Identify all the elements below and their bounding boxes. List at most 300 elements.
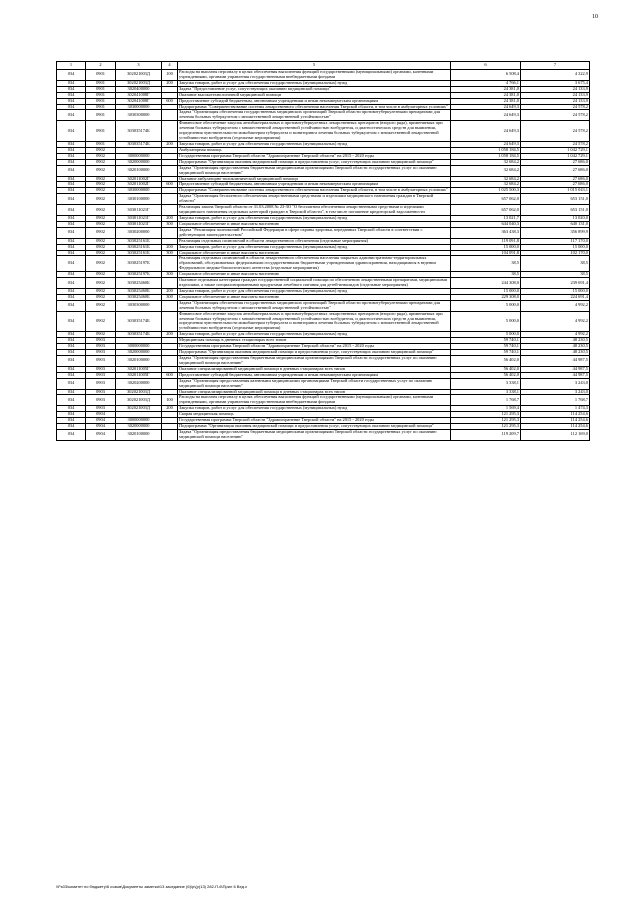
- name-cell: Задача "Организация предоставления бюджетными медицинскими организациями Тверской области государственных услуг по оказанию медицинской помощи населению": [178, 165, 451, 176]
- table-row: [57, 418, 590, 424]
- name-cell: Государственная программа Тверской области "Здравоохранение Тверской области" на 2015 - 2020 годы: [178, 153, 451, 159]
- name-cell: Государственная программа Тверской области "Здравоохранение Тверской области" на 2015 - 2020 годы: [178, 344, 451, 350]
- section-code-cell: 0903: [86, 366, 116, 372]
- amount-planned-cell: 56 402,0: [451, 366, 521, 372]
- amount-actual-cell: 3 675,4: [521, 80, 590, 86]
- table-row: [57, 430, 590, 441]
- section-code-cell: 0902: [86, 227, 116, 238]
- name-cell: Подпрограмма "Организация оказания медицинской помощи и предоставления услуг, сопутствующих оказанию медицинской помощи": [178, 159, 451, 165]
- target-article-cell: 3020200000: [116, 378, 162, 389]
- name-cell: Медицинская помощь в дневных стационарах всех типов: [178, 338, 451, 344]
- amount-actual-cell: 38,5: [521, 256, 590, 272]
- admin-code-cell: 034: [57, 412, 86, 418]
- table-row: [57, 288, 590, 294]
- target-article-cell: 303035174Б: [116, 332, 162, 338]
- amount-actual-cell: 640 131,0: [521, 221, 590, 227]
- amount-planned-cell: 38,5: [451, 256, 521, 272]
- expense-type-cell: [162, 300, 178, 311]
- target-article-cell: 302041008Г: [116, 98, 162, 104]
- table-row: [57, 256, 590, 272]
- table-row: [57, 153, 590, 159]
- target-article-cell: 302041008Г: [116, 92, 162, 98]
- target-article-cell: 3000000000: [116, 153, 162, 159]
- admin-code-cell: 034: [57, 92, 86, 98]
- section-code-cell: 0902: [86, 188, 116, 194]
- amount-actual-cell: 1 768,7: [521, 395, 590, 406]
- target-article-cell: 303011021Г: [116, 215, 162, 221]
- section-code-cell: 0902: [86, 288, 116, 294]
- amount-actual-cell: 38,5: [521, 272, 590, 278]
- amount-actual-cell: 224 691,4: [521, 294, 590, 300]
- amount-actual-cell: 3 243,0: [521, 378, 590, 389]
- section-code-cell: 0903: [86, 356, 116, 367]
- budget-table: [56, 61, 590, 441]
- admin-code-cell: 034: [57, 338, 86, 344]
- expense-type-cell: [162, 278, 178, 289]
- admin-code-cell: 034: [57, 221, 86, 227]
- amount-actual-cell: 44 987,5: [521, 356, 590, 367]
- target-article-cell: 302011005Г: [116, 372, 162, 378]
- target-article-cell: 303025460Б: [116, 294, 162, 300]
- section-code-cell: 0902: [86, 278, 116, 289]
- name-cell: Скорая медицинская помощь: [178, 412, 451, 418]
- table-row: [57, 86, 590, 92]
- expense-type-cell: 200: [162, 406, 178, 412]
- admin-code-cell: 034: [57, 256, 86, 272]
- amount-planned-cell: 24 649,3: [451, 121, 521, 142]
- amount-planned-cell: 1 768,7: [451, 395, 521, 406]
- amount-actual-cell: 48 230,5: [521, 344, 590, 350]
- admin-code-cell: 034: [57, 104, 86, 110]
- expense-type-cell: 300: [162, 221, 178, 227]
- name-cell: Финансовое обеспечение закупок антибактериальных и противотуберкулезных лекарственных препаратов (второго ряда), применяемых при лечении больных туберкулезом с множественной лекарственной устойчивостью возбудителя, и диагностических средств для выявления, определения чувствительности микобактерии туберкулеза и мониторинга лечения больных туберкулезом с множественной лекарственной устойчивостью возбудителя (отдельные мероприятия): [178, 121, 451, 142]
- name-cell: Подпрограмма "Совершенствование системы лекарственного обеспечения населения Тверской области, в том числе в амбулаторных условиях": [178, 188, 451, 194]
- column-header: 4: [162, 62, 178, 70]
- admin-code-cell: 034: [57, 406, 86, 412]
- amount-planned-cell: 5 000,0: [451, 311, 521, 332]
- expense-type-cell: 200: [162, 215, 178, 221]
- name-cell: Закупка товаров, работ и услуг для обеспечения государственных (муниципальных) нужд: [178, 332, 451, 338]
- name-cell: Реализация отдельных полномочий в области лекарственного обеспечения населения закрытых административно-территориальных образований, обслуживаемых федеральными государственными бюджетными учреждениями здравоохранения, находящимися в ведении Федерального медико-биологического агентства (отдельные мероприятия): [178, 256, 451, 272]
- amount-planned-cell: 59 740,1: [451, 344, 521, 350]
- admin-code-cell: 034: [57, 141, 86, 147]
- name-cell: Предоставление субсидий бюджетным, автономным учреждениям и иным некоммерческим организациям: [178, 98, 451, 104]
- target-article-cell: 302011002Г: [116, 176, 162, 182]
- admin-code-cell: 034: [57, 182, 86, 188]
- section-code-cell: 0901: [86, 110, 116, 121]
- expense-type-cell: [162, 205, 178, 216]
- expense-type-cell: [162, 227, 178, 238]
- target-article-cell: 3030300000: [116, 110, 162, 121]
- section-code-cell: 0902: [86, 256, 116, 272]
- admin-code-cell: 034: [57, 80, 86, 86]
- table-row: [57, 205, 590, 216]
- name-cell: Подпрограмма "Организация оказания медицинской помощи и предоставления услуг, сопутствующих оказанию медицинской помощи": [178, 424, 451, 430]
- section-code-cell: 0902: [86, 250, 116, 256]
- amount-planned-cell: 104 091,8: [451, 250, 521, 256]
- target-article-cell: 303025197Б: [116, 256, 162, 272]
- section-code-cell: 0902: [86, 311, 116, 332]
- name-cell: Закупка товаров, работ и услуг для обеспечения государственных (муниципальных) нужд: [178, 406, 451, 412]
- amount-actual-cell: 653 151,0: [521, 194, 590, 205]
- amount-planned-cell: 32 684,2: [451, 176, 521, 182]
- name-cell: Подпрограмма "Организация оказания медицинской помощи и предоставления услуг, сопутствующих оказанию медицинской помощи": [178, 350, 451, 356]
- name-cell: Задача "Организация бесплатного обеспечения лекарственными средствами и изделиями медицинского назначения граждан в Тверской области": [178, 194, 451, 205]
- section-code-cell: 0903: [86, 344, 116, 350]
- target-article-cell: 302011002Г: [116, 182, 162, 188]
- section-code-cell: 0902: [86, 294, 116, 300]
- name-cell: Реализация закона Тверской области от 31.03.2008 № 23-ЗО "О бесплатном обеспечении лекарственными средствами и изделиями медицинского назначения отдельных категорий граждан в Тверской области", в том числе погашение кредиторской задолженности: [178, 205, 451, 216]
- table-row: [57, 141, 590, 147]
- section-code-cell: 0902: [86, 194, 116, 205]
- section-code-cell: 0902: [86, 147, 116, 153]
- amount-actual-cell: 114 254,6: [521, 424, 590, 430]
- amount-planned-cell: 24 381,0: [451, 86, 521, 92]
- expense-type-cell: [162, 256, 178, 272]
- name-cell: Задача "Организация обеспечения государственных медицинских организаций Тверской области противотуберкулезными препаратами для лечения больных туберкулезом с множественной лекарственной устойчивостью": [178, 300, 451, 311]
- amount-planned-cell: 13 021,7: [451, 215, 521, 221]
- name-cell: Задача "Предоставление услуг, сопутствующих оказанию медицинской помощи": [178, 86, 451, 92]
- name-cell: Закупка товаров, работ и услуг для обеспечения государственных (муниципальных) нужд: [178, 215, 451, 221]
- admin-code-cell: 034: [57, 332, 86, 338]
- section-code-cell: 0904: [86, 418, 116, 424]
- amount-planned-cell: 657 062,0: [451, 205, 521, 216]
- expense-type-cell: 600: [162, 372, 178, 378]
- amount-actual-cell: 27 686,0: [521, 165, 590, 176]
- amount-planned-cell: 56 402,0: [451, 356, 521, 367]
- amount-planned-cell: 24 649,3: [451, 141, 521, 147]
- name-cell: Закупка товаров, работ и услуг для обеспечения государственных (муниципальных) нужд: [178, 244, 451, 250]
- amount-actual-cell: 24 133,9: [521, 98, 590, 104]
- name-cell: Расходы на выплаты персоналу в целях обеспечения выполнения функций государственными (муниципальными) органами, казенными учреждениями, органами управления государственными внебюджетными фондами: [178, 395, 451, 406]
- table-row: [57, 395, 590, 406]
- target-article-cell: 303035174Б: [116, 121, 162, 142]
- amount-planned-cell: 1 058 184,5: [451, 153, 521, 159]
- section-code-cell: 0901: [86, 92, 116, 98]
- section-code-cell: 0901: [86, 141, 116, 147]
- expense-type-cell: [162, 121, 178, 142]
- admin-code-cell: 034: [57, 278, 86, 289]
- table-header-row: [57, 62, 590, 70]
- table-row: [57, 194, 590, 205]
- expense-type-cell: 300: [162, 250, 178, 256]
- table-row: [57, 389, 590, 395]
- amount-actual-cell: 24 578,2: [521, 141, 590, 147]
- admin-code-cell: 034: [57, 311, 86, 332]
- amount-planned-cell: 32 684,2: [451, 159, 521, 165]
- admin-code-cell: 034: [57, 389, 86, 395]
- amount-actual-cell: 653 151,0: [521, 205, 590, 216]
- name-cell: Задача "Организация предоставления бюджетными медицинскими организациями Тверской области государственных услуг по оказанию медицинской помощи населению": [178, 356, 451, 367]
- admin-code-cell: 034: [57, 238, 86, 244]
- admin-code-cell: 034: [57, 250, 86, 256]
- expense-type-cell: [162, 378, 178, 389]
- amount-planned-cell: 121 295,3: [451, 418, 521, 424]
- name-cell: Задача "Организация предоставления бюджетными медицинскими организациями Тверской области государственных услуг по оказанию медицинской помощи населению": [178, 430, 451, 441]
- name-cell: Социальное обеспечение и иные выплаты населению: [178, 272, 451, 278]
- column-header: 6: [451, 62, 521, 70]
- expense-type-cell: [162, 430, 178, 441]
- table-row: [57, 278, 590, 289]
- table-row: [57, 372, 590, 378]
- target-article-cell: 3030300000: [116, 300, 162, 311]
- expense-type-cell: 100: [162, 395, 178, 406]
- name-cell: Оказание высокотехнологичной медицинской помощи: [178, 92, 451, 98]
- table-row: [57, 378, 590, 389]
- name-cell: Предоставление субсидий бюджетным, автономным учреждениям и иным некоммерческим организациям: [178, 372, 451, 378]
- name-cell: Задача "Организация предоставления казенными медицинскими организациями Тверской области государственных услуг по оказанию медицинской помощи населению": [178, 378, 451, 389]
- amount-actual-cell: 1 042 729,1: [521, 147, 590, 153]
- section-code-cell: 0903: [86, 395, 116, 406]
- amount-planned-cell: 59 740,1: [451, 338, 521, 344]
- amount-planned-cell: 119 209,7: [451, 430, 521, 441]
- target-article-cell: 303025161Б: [116, 238, 162, 244]
- expense-type-cell: [162, 165, 178, 176]
- amount-planned-cell: 24 649,3: [451, 104, 521, 110]
- table-row: [57, 244, 590, 250]
- amount-planned-cell: 5 000,0: [451, 300, 521, 311]
- section-code-cell: 0903: [86, 372, 116, 378]
- amount-planned-cell: 121 295,3: [451, 412, 521, 418]
- table-row: [57, 70, 590, 81]
- expense-type-cell: [162, 311, 178, 332]
- expense-type-cell: 200: [162, 141, 178, 147]
- table-row: [57, 227, 590, 238]
- name-cell: Закупка товаров, работ и услуг для обеспечения государственных (муниципальных) нужд: [178, 288, 451, 294]
- name-cell: Оказание специализированной медицинской помощи в дневных стационарах всех типов: [178, 389, 451, 395]
- amount-planned-cell: 3 338,1: [451, 389, 521, 395]
- admin-code-cell: 034: [57, 378, 86, 389]
- admin-code-cell: 034: [57, 372, 86, 378]
- name-cell: Оказание отдельным категориям граждан государственной социальной помощи по обеспечению лекарственными препаратами, медицинскими изделиями, а также специализированными продуктами лечебного питания для детей-инвалидов (отдельные мероприятия): [178, 278, 451, 289]
- target-article-cell: 3020000000: [116, 159, 162, 165]
- table-row: [57, 182, 590, 188]
- section-code-cell: 0903: [86, 378, 116, 389]
- target-article-cell: 303011021Г: [116, 221, 162, 227]
- amount-planned-cell: 644 040,3: [451, 221, 521, 227]
- admin-code-cell: 034: [57, 418, 86, 424]
- admin-code-cell: 034: [57, 294, 86, 300]
- amount-actual-cell: 44 987,5: [521, 372, 590, 378]
- column-header: 7: [521, 62, 590, 70]
- section-code-cell: 0903: [86, 350, 116, 356]
- section-code-cell: 0903: [86, 406, 116, 412]
- target-article-cell: 3000000000: [116, 344, 162, 350]
- table-row: [57, 98, 590, 104]
- name-cell: Амбулаторная помощь: [178, 147, 451, 153]
- expense-type-cell: 200: [162, 288, 178, 294]
- name-cell: Финансовое обеспечение закупок антибактериальных и противотуберкулезных лекарственных препаратов (второго ряда), применяемых при лечении больных туберкулезом с множественной лекарственной устойчивостью возбудителя, и диагностических средств для выявления, определения чувствительности микобактерии туберкулеза и мониторинга лечения больных туберкулезом с множественной лекарственной устойчивостью возбудителя (отдельные мероприятия): [178, 311, 451, 332]
- section-code-cell: 0902: [86, 238, 116, 244]
- section-code-cell: 0901: [86, 80, 116, 86]
- expense-type-cell: 300: [162, 294, 178, 300]
- footer-file-path: \\Fs03\комитет по бюджету\6 созыв\Документы заметки\13 заседание (6)\р\(р(13) 282-П-6\Прил 6 Вед.х: [56, 884, 248, 889]
- table-row: [57, 165, 590, 176]
- amount-planned-cell: 32 684,2: [451, 165, 521, 176]
- admin-code-cell: 034: [57, 165, 86, 176]
- amount-actual-cell: 4 322,9: [521, 70, 590, 81]
- admin-code-cell: 034: [57, 366, 86, 372]
- amount-actual-cell: 24 578,2: [521, 110, 590, 121]
- admin-code-cell: 034: [57, 70, 86, 81]
- target-article-cell: 302021003Д: [116, 395, 162, 406]
- amount-planned-cell: 121 295,3: [451, 424, 521, 430]
- admin-code-cell: 034: [57, 153, 86, 159]
- column-header: 3: [116, 62, 162, 70]
- table-row: [57, 350, 590, 356]
- admin-code-cell: 034: [57, 121, 86, 142]
- name-cell: Предоставление субсидий бюджетным, автономным учреждениям и иным некоммерческим организациям: [178, 182, 451, 188]
- table-row: [57, 188, 590, 194]
- admin-code-cell: 034: [57, 110, 86, 121]
- target-article-cell: 302021003Д: [116, 406, 162, 412]
- expense-type-cell: [162, 194, 178, 205]
- expense-type-cell: 300: [162, 272, 178, 278]
- amount-actual-cell: 1 042 729,1: [521, 153, 590, 159]
- name-cell: Реализация отдельных полномочий в области лекарственного обеспечения (отдельные мероприятия): [178, 238, 451, 244]
- section-code-cell: 0903: [86, 389, 116, 395]
- section-code-cell: 0902: [86, 153, 116, 159]
- amount-planned-cell: 4 766,1: [451, 80, 521, 86]
- amount-planned-cell: 59 740,1: [451, 350, 521, 356]
- admin-code-cell: 034: [57, 430, 86, 441]
- target-article-cell: 3030000000: [116, 104, 162, 110]
- target-article-cell: 303025460Б: [116, 288, 162, 294]
- expense-type-cell: [162, 110, 178, 121]
- amount-planned-cell: 24 649,3: [451, 110, 521, 121]
- amount-planned-cell: 119 091,8: [451, 238, 521, 244]
- expense-type-cell: [162, 356, 178, 367]
- admin-code-cell: 034: [57, 86, 86, 92]
- expense-type-cell: 100: [162, 70, 178, 81]
- amount-actual-cell: 356 899,9: [521, 227, 590, 238]
- amount-actual-cell: 15 000,0: [521, 244, 590, 250]
- admin-code-cell: 034: [57, 147, 86, 153]
- amount-actual-cell: 1 474,3: [521, 406, 590, 412]
- amount-actual-cell: 117 170,0: [521, 238, 590, 244]
- target-article-cell: 303035174Б: [116, 311, 162, 332]
- target-article-cell: 3030100000: [116, 194, 162, 205]
- expense-type-cell: 200: [162, 332, 178, 338]
- amount-actual-cell: 48 230,5: [521, 350, 590, 356]
- amount-planned-cell: 38,5: [451, 272, 521, 278]
- amount-planned-cell: 6 508,4: [451, 70, 521, 81]
- section-code-cell: 0902: [86, 244, 116, 250]
- target-article-cell: 3020100000: [116, 165, 162, 176]
- amount-planned-cell: 1 058 184,5: [451, 147, 521, 153]
- admin-code-cell: 034: [57, 215, 86, 221]
- target-article-cell: 302021003Д: [116, 70, 162, 81]
- target-article-cell: 3020400000: [116, 86, 162, 92]
- target-article-cell: 303025161Б: [116, 250, 162, 256]
- target-article-cell: 302021003Д: [116, 389, 162, 395]
- section-code-cell: 0901: [86, 104, 116, 110]
- name-cell: Закупка товаров, работ и услуг для обеспечения государственных (муниципальных) нужд: [178, 80, 451, 86]
- amount-planned-cell: 5 000,0: [451, 332, 521, 338]
- amount-planned-cell: 229 308,0: [451, 294, 521, 300]
- expense-type-cell: 200: [162, 80, 178, 86]
- expense-type-cell: 600: [162, 182, 178, 188]
- admin-code-cell: 034: [57, 176, 86, 182]
- name-cell: Закупка товаров, работ и услуг для обеспечения государственных (муниципальных) нужд: [178, 141, 451, 147]
- target-article-cell: 3030000000: [116, 188, 162, 194]
- table-row: [57, 121, 590, 142]
- target-article-cell: 303011021Г: [116, 205, 162, 216]
- amount-actual-cell: 15 000,0: [521, 288, 590, 294]
- section-code-cell: 0902: [86, 205, 116, 216]
- target-article-cell: 303025197Б: [116, 272, 162, 278]
- section-code-cell: 0901: [86, 70, 116, 81]
- admin-code-cell: 034: [57, 227, 86, 238]
- table-row: [57, 311, 590, 332]
- table-row: [57, 356, 590, 367]
- amount-actual-cell: 102 170,0: [521, 250, 590, 256]
- amount-actual-cell: 112 169,0: [521, 430, 590, 441]
- table-row: [57, 344, 590, 350]
- amount-actual-cell: 13 020,0: [521, 215, 590, 221]
- section-code-cell: 0902: [86, 272, 116, 278]
- table-row: [57, 300, 590, 311]
- section-code-cell: 0904: [86, 430, 116, 441]
- target-article-cell: 3020100000: [116, 356, 162, 367]
- target-article-cell: 302021003Д: [116, 80, 162, 86]
- admin-code-cell: 034: [57, 272, 86, 278]
- amount-actual-cell: 4 992,2: [521, 311, 590, 332]
- amount-actual-cell: 27 686,0: [521, 182, 590, 188]
- amount-planned-cell: 363 438,3: [451, 227, 521, 238]
- admin-code-cell: 034: [57, 356, 86, 367]
- amount-actual-cell: 4 992,2: [521, 332, 590, 338]
- admin-code-cell: 034: [57, 424, 86, 430]
- amount-planned-cell: 1 025 500,3: [451, 188, 521, 194]
- name-cell: Оказание специализированной медицинской помощи в дневных стационарах всех типов: [178, 366, 451, 372]
- section-code-cell: 0901: [86, 121, 116, 142]
- admin-code-cell: 034: [57, 188, 86, 194]
- amount-planned-cell: 56 402,0: [451, 372, 521, 378]
- name-cell: Социальное обеспечение и иные выплаты населению: [178, 221, 451, 227]
- target-article-cell: 3020000000: [116, 350, 162, 356]
- name-cell: Социальное обеспечение и иные выплаты населению: [178, 250, 451, 256]
- column-header: 2: [86, 62, 116, 70]
- name-cell: Подпрограмма "Совершенствование системы лекарственного обеспечения населения Тверской области, в том числе в амбулаторных условиях": [178, 104, 451, 110]
- target-article-cell: 3030200000: [116, 227, 162, 238]
- table-row: [57, 424, 590, 430]
- column-header: 1: [57, 62, 86, 70]
- amount-planned-cell: 15 000,0: [451, 244, 521, 250]
- target-article-cell: 303025161Б: [116, 244, 162, 250]
- section-code-cell: 0902: [86, 182, 116, 188]
- section-code-cell: 0902: [86, 159, 116, 165]
- table-row: [57, 366, 590, 372]
- amount-planned-cell: 1 569,4: [451, 406, 521, 412]
- table-row: [57, 80, 590, 86]
- section-code-cell: 0904: [86, 412, 116, 418]
- section-code-cell: 0902: [86, 176, 116, 182]
- target-article-cell: 3020100000: [116, 430, 162, 441]
- target-article-cell: 3020000000: [116, 424, 162, 430]
- admin-code-cell: 034: [57, 288, 86, 294]
- section-code-cell: 0904: [86, 424, 116, 430]
- amount-actual-cell: 44 987,5: [521, 366, 590, 372]
- name-cell: Государственная программа Тверской области "Здравоохранение Тверской области" на 2015 - 2020 годы: [178, 418, 451, 424]
- amount-actual-cell: 24 578,2: [521, 121, 590, 142]
- amount-actual-cell: 48 230,5: [521, 338, 590, 344]
- name-cell: Социальное обеспечение и иные выплаты населению: [178, 294, 451, 300]
- table-row: [57, 159, 590, 165]
- admin-code-cell: 034: [57, 159, 86, 165]
- name-cell: Расходы на выплаты персоналу в целях обеспечения выполнения функций государственными (муниципальными) органами, казенными учреждениями, органами управления государственными внебюджетными фондами: [178, 70, 451, 81]
- amount-actual-cell: 239 691,4: [521, 278, 590, 289]
